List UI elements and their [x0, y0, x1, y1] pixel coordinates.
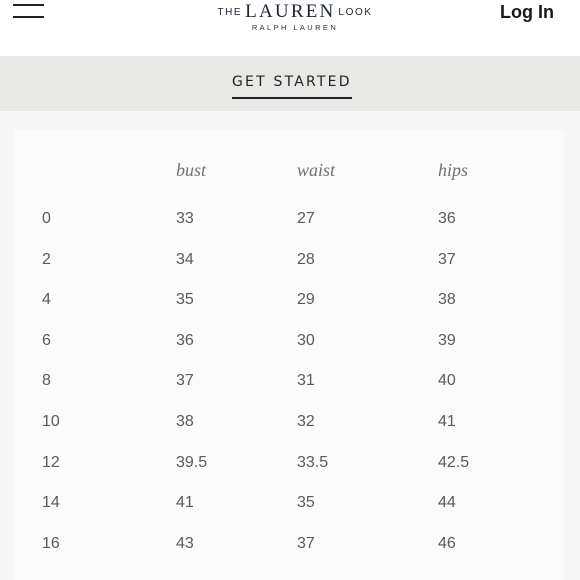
brand-logo[interactable]	[200, 2, 390, 32]
bust-cell: 36	[176, 332, 194, 349]
waist-cell: 27	[297, 210, 315, 227]
bust-cell: 39.5	[176, 454, 208, 471]
waist-cell: 31	[297, 372, 315, 389]
waist-cell: 35	[297, 494, 315, 511]
table-row	[0, 372, 580, 394]
column-header-waist: waist	[297, 160, 336, 180]
bust-cell: 41	[176, 494, 194, 511]
size-cell: 2	[42, 251, 51, 268]
bust-cell: 38	[176, 413, 194, 430]
hips-cell: 46	[438, 535, 456, 552]
hamburger-icon-bar	[13, 16, 44, 18]
waist-cell: 33.5	[297, 454, 329, 471]
size-cell: 16	[42, 535, 60, 552]
size-cell: 12	[42, 454, 60, 471]
hips-cell: 36	[438, 210, 456, 227]
size-cell: 10	[42, 413, 60, 430]
logo-prefix: THE	[217, 7, 243, 18]
menu-button[interactable]	[13, 2, 45, 20]
waist-cell: 30	[297, 332, 315, 349]
bust-cell: 37	[176, 372, 194, 389]
hips-cell: 37	[438, 251, 456, 268]
logo-subtitle: RALPH LAUREN	[251, 23, 339, 32]
hips-cell: 44	[438, 494, 456, 511]
table-row	[0, 251, 580, 273]
size-cell: 4	[42, 291, 51, 308]
table-row	[0, 494, 580, 516]
hips-cell: 41	[438, 413, 456, 430]
table-row	[0, 413, 580, 435]
waist-cell: 29	[297, 291, 315, 308]
size-cell: 14	[42, 494, 60, 511]
table-row	[0, 210, 580, 232]
hips-cell: 42.5	[438, 454, 470, 471]
column-header-bust: bust	[176, 160, 207, 180]
hips-cell: 38	[438, 291, 456, 308]
waist-cell: 32	[297, 413, 315, 430]
logo-wordmark	[200, 2, 390, 21]
waist-cell: 37	[297, 535, 315, 552]
table-row	[0, 291, 580, 313]
hips-cell: 39	[438, 332, 456, 349]
hamburger-icon	[13, 4, 44, 6]
table-row	[0, 454, 580, 476]
table-row	[0, 535, 580, 557]
get-started-link[interactable]: GET STARTED	[232, 74, 352, 99]
column-header-hips: hips	[438, 160, 469, 180]
bust-cell: 43	[176, 535, 194, 552]
bust-cell: 34	[176, 251, 194, 268]
bust-cell: 35	[176, 291, 194, 308]
table-row	[0, 332, 580, 354]
bust-cell: 33	[176, 210, 194, 227]
cta-band	[0, 56, 580, 111]
waist-cell: 28	[297, 251, 315, 268]
size-cell: 8	[42, 372, 51, 389]
top-header	[0, 0, 580, 56]
logo-suffix: LOOK	[338, 7, 373, 18]
logo-brand: LAUREN	[245, 1, 336, 22]
login-link[interactable]: Log In	[500, 2, 554, 22]
size-cell: 0	[42, 210, 51, 227]
hips-cell: 40	[438, 372, 456, 389]
size-cell: 6	[42, 332, 51, 349]
